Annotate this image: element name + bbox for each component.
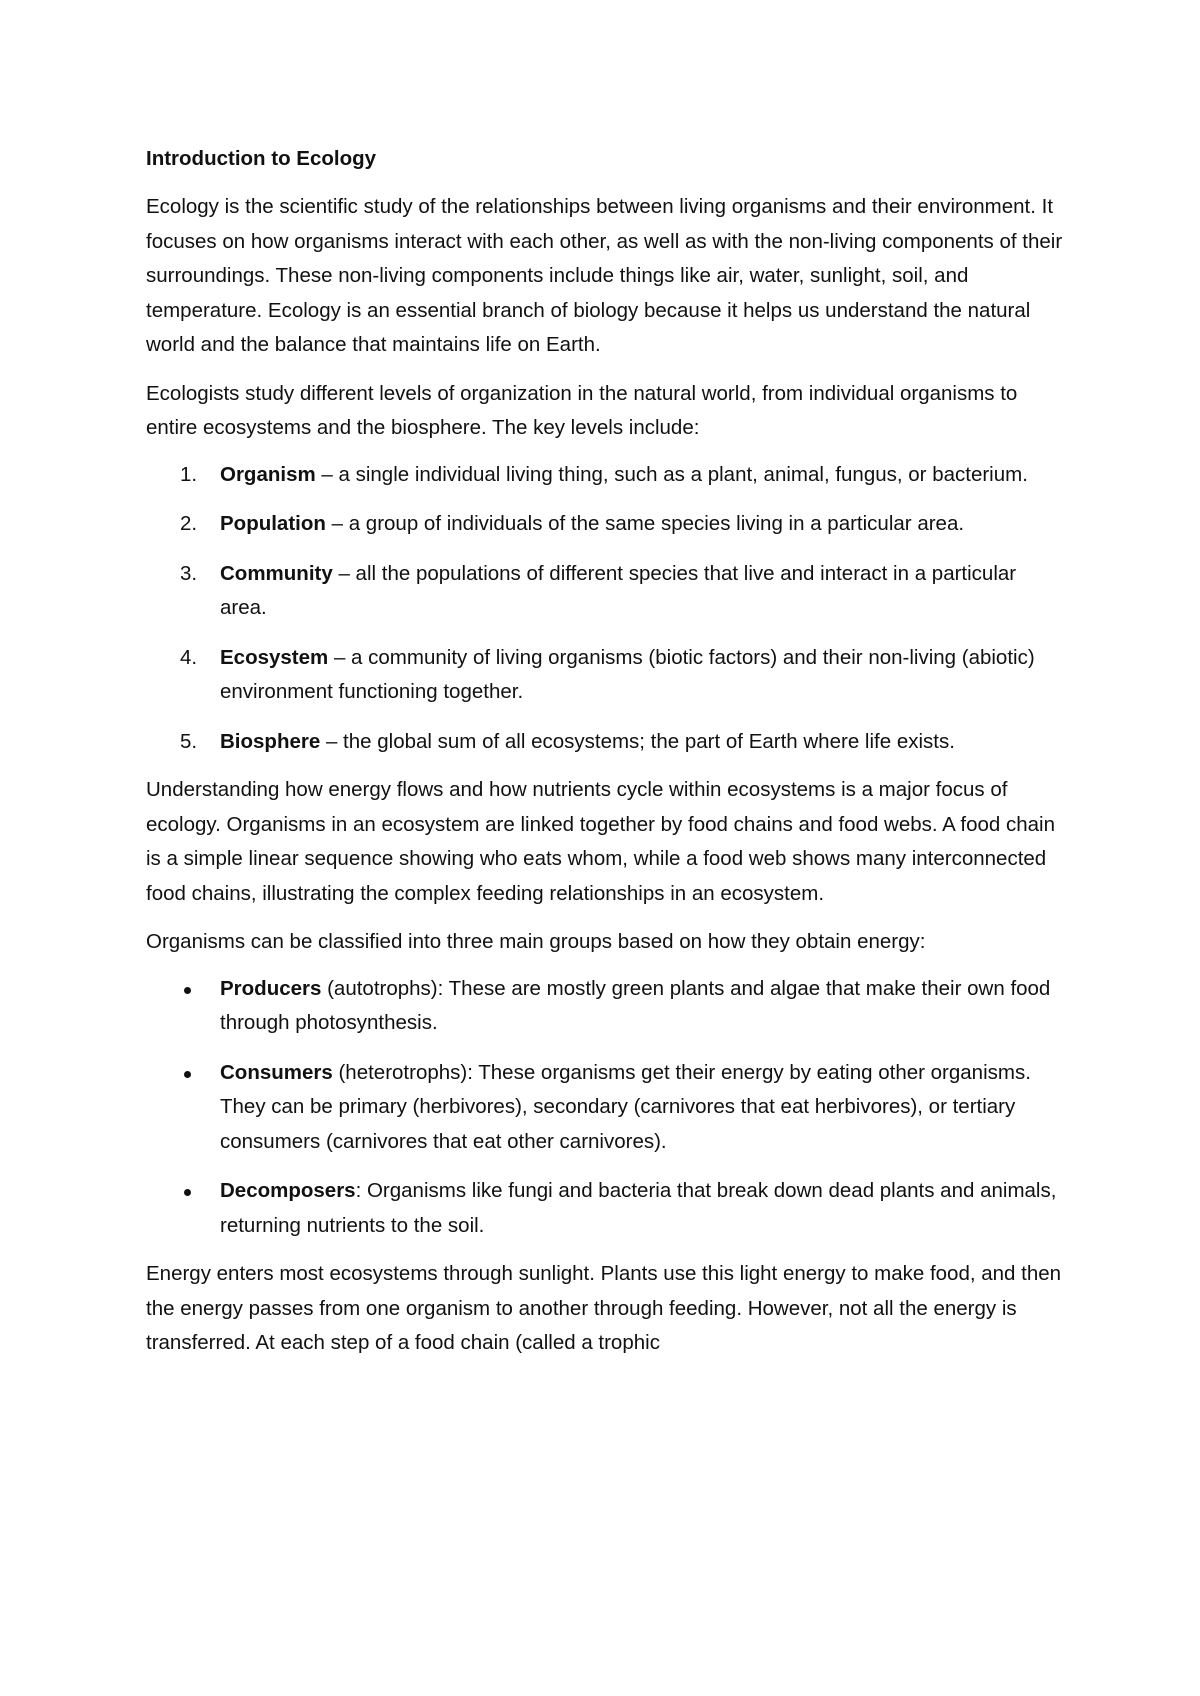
list-number: 4. xyxy=(180,645,198,669)
list-text: – the global sum of all ecosystems; the part of Earth where life exists. xyxy=(320,729,955,753)
bullet-icon xyxy=(184,1071,191,1078)
list-number: 5. xyxy=(180,729,198,753)
list-term: Consumers xyxy=(220,1060,333,1084)
list-item xyxy=(146,458,1066,493)
list-item xyxy=(146,972,1066,1041)
list-text: – all the populations of different species that live and interact in a particular area. xyxy=(220,561,1017,619)
bullet-icon xyxy=(184,1189,191,1196)
list-number: 2. xyxy=(180,512,198,535)
list-number: 1. xyxy=(180,462,198,486)
groups-list xyxy=(146,972,1066,1244)
list-term: Ecosystem xyxy=(220,645,329,669)
list-text: – a community of living organisms (biotic factors) and their non-living (abiotic) environment functioning together. xyxy=(220,645,1035,703)
list-term: Population xyxy=(220,512,326,535)
list-item xyxy=(146,725,1066,760)
list-term: Producers xyxy=(220,976,322,1000)
list-item xyxy=(146,557,1066,626)
list-term: Biosphere xyxy=(220,729,321,753)
list-item xyxy=(146,1174,1066,1243)
list-text: – a single individual living thing, such as a plant, animal, fungus, or bacterium. xyxy=(315,462,1028,486)
list-item xyxy=(146,641,1066,710)
bullet-icon xyxy=(184,987,191,994)
list-item xyxy=(146,1056,1066,1160)
paragraph-levels-intro: Ecologists study different levels of organization in the natural world, from individual organisms to entire ecosystems and the biosphere. The key levels include: xyxy=(146,381,1018,439)
paragraph-groups-intro: Organisms can be classified into three main groups based on how they obtain energy: xyxy=(146,930,926,953)
document-body xyxy=(146,142,1066,1361)
list-text: – a group of individuals of the same species living in a particular area. xyxy=(325,512,965,535)
list-text: : Organisms like fungi and bacteria that break down dead plants and animals, returning nutrients to the soil. xyxy=(220,1179,1057,1237)
document-title: Introduction to Ecology xyxy=(146,147,377,170)
list-term: Organism xyxy=(220,462,316,486)
levels-list xyxy=(146,458,1066,760)
list-item xyxy=(146,507,1066,542)
paragraph-energy-flow: Understanding how energy flows and how nutrients cycle within ecosystems is a major focus of ecology. Organisms in an ecosystem are linked together by food chains and food webs. A food chain is a simple linear sequence showing who eats whom, while a food web shows many interconnected food chains, illustrating the complex feeding relationships in an ecosystem. xyxy=(146,778,1055,905)
list-term: Decomposers xyxy=(220,1179,356,1202)
list-number: 3. xyxy=(180,561,198,585)
list-term: Community xyxy=(220,561,333,585)
paragraph-energy-transfer: Energy enters most ecosystems through sunlight. Plants use this light energy to make food, and then the energy passes from one organism to another through feeding. However, not all the energy is transferred. At each step of a food chain (called a trophic xyxy=(146,1262,1062,1354)
paragraph-intro: Ecology is the scientific study of the relationships between living organisms and their environment. It focuses on how organisms interact with each other, as well as with the non-living components of their surroundings. These non-living components include things like air, water, sunlight, soil, and temperature. Ecology is an essential branch of biology because it helps us understand the natural world and the balance that maintains life on Earth. xyxy=(146,195,1063,356)
list-text: (heterotrophs): These organisms get their energy by eating other organisms. They can be primary (herbivores), secondary (carnivores that eat herbivores), or tertiary consumers (carnivores that eat other carnivores). xyxy=(220,1060,1031,1153)
list-text: (autotrophs): These are mostly green plants and algae that make their own food through photosynthesis. xyxy=(220,976,1051,1034)
